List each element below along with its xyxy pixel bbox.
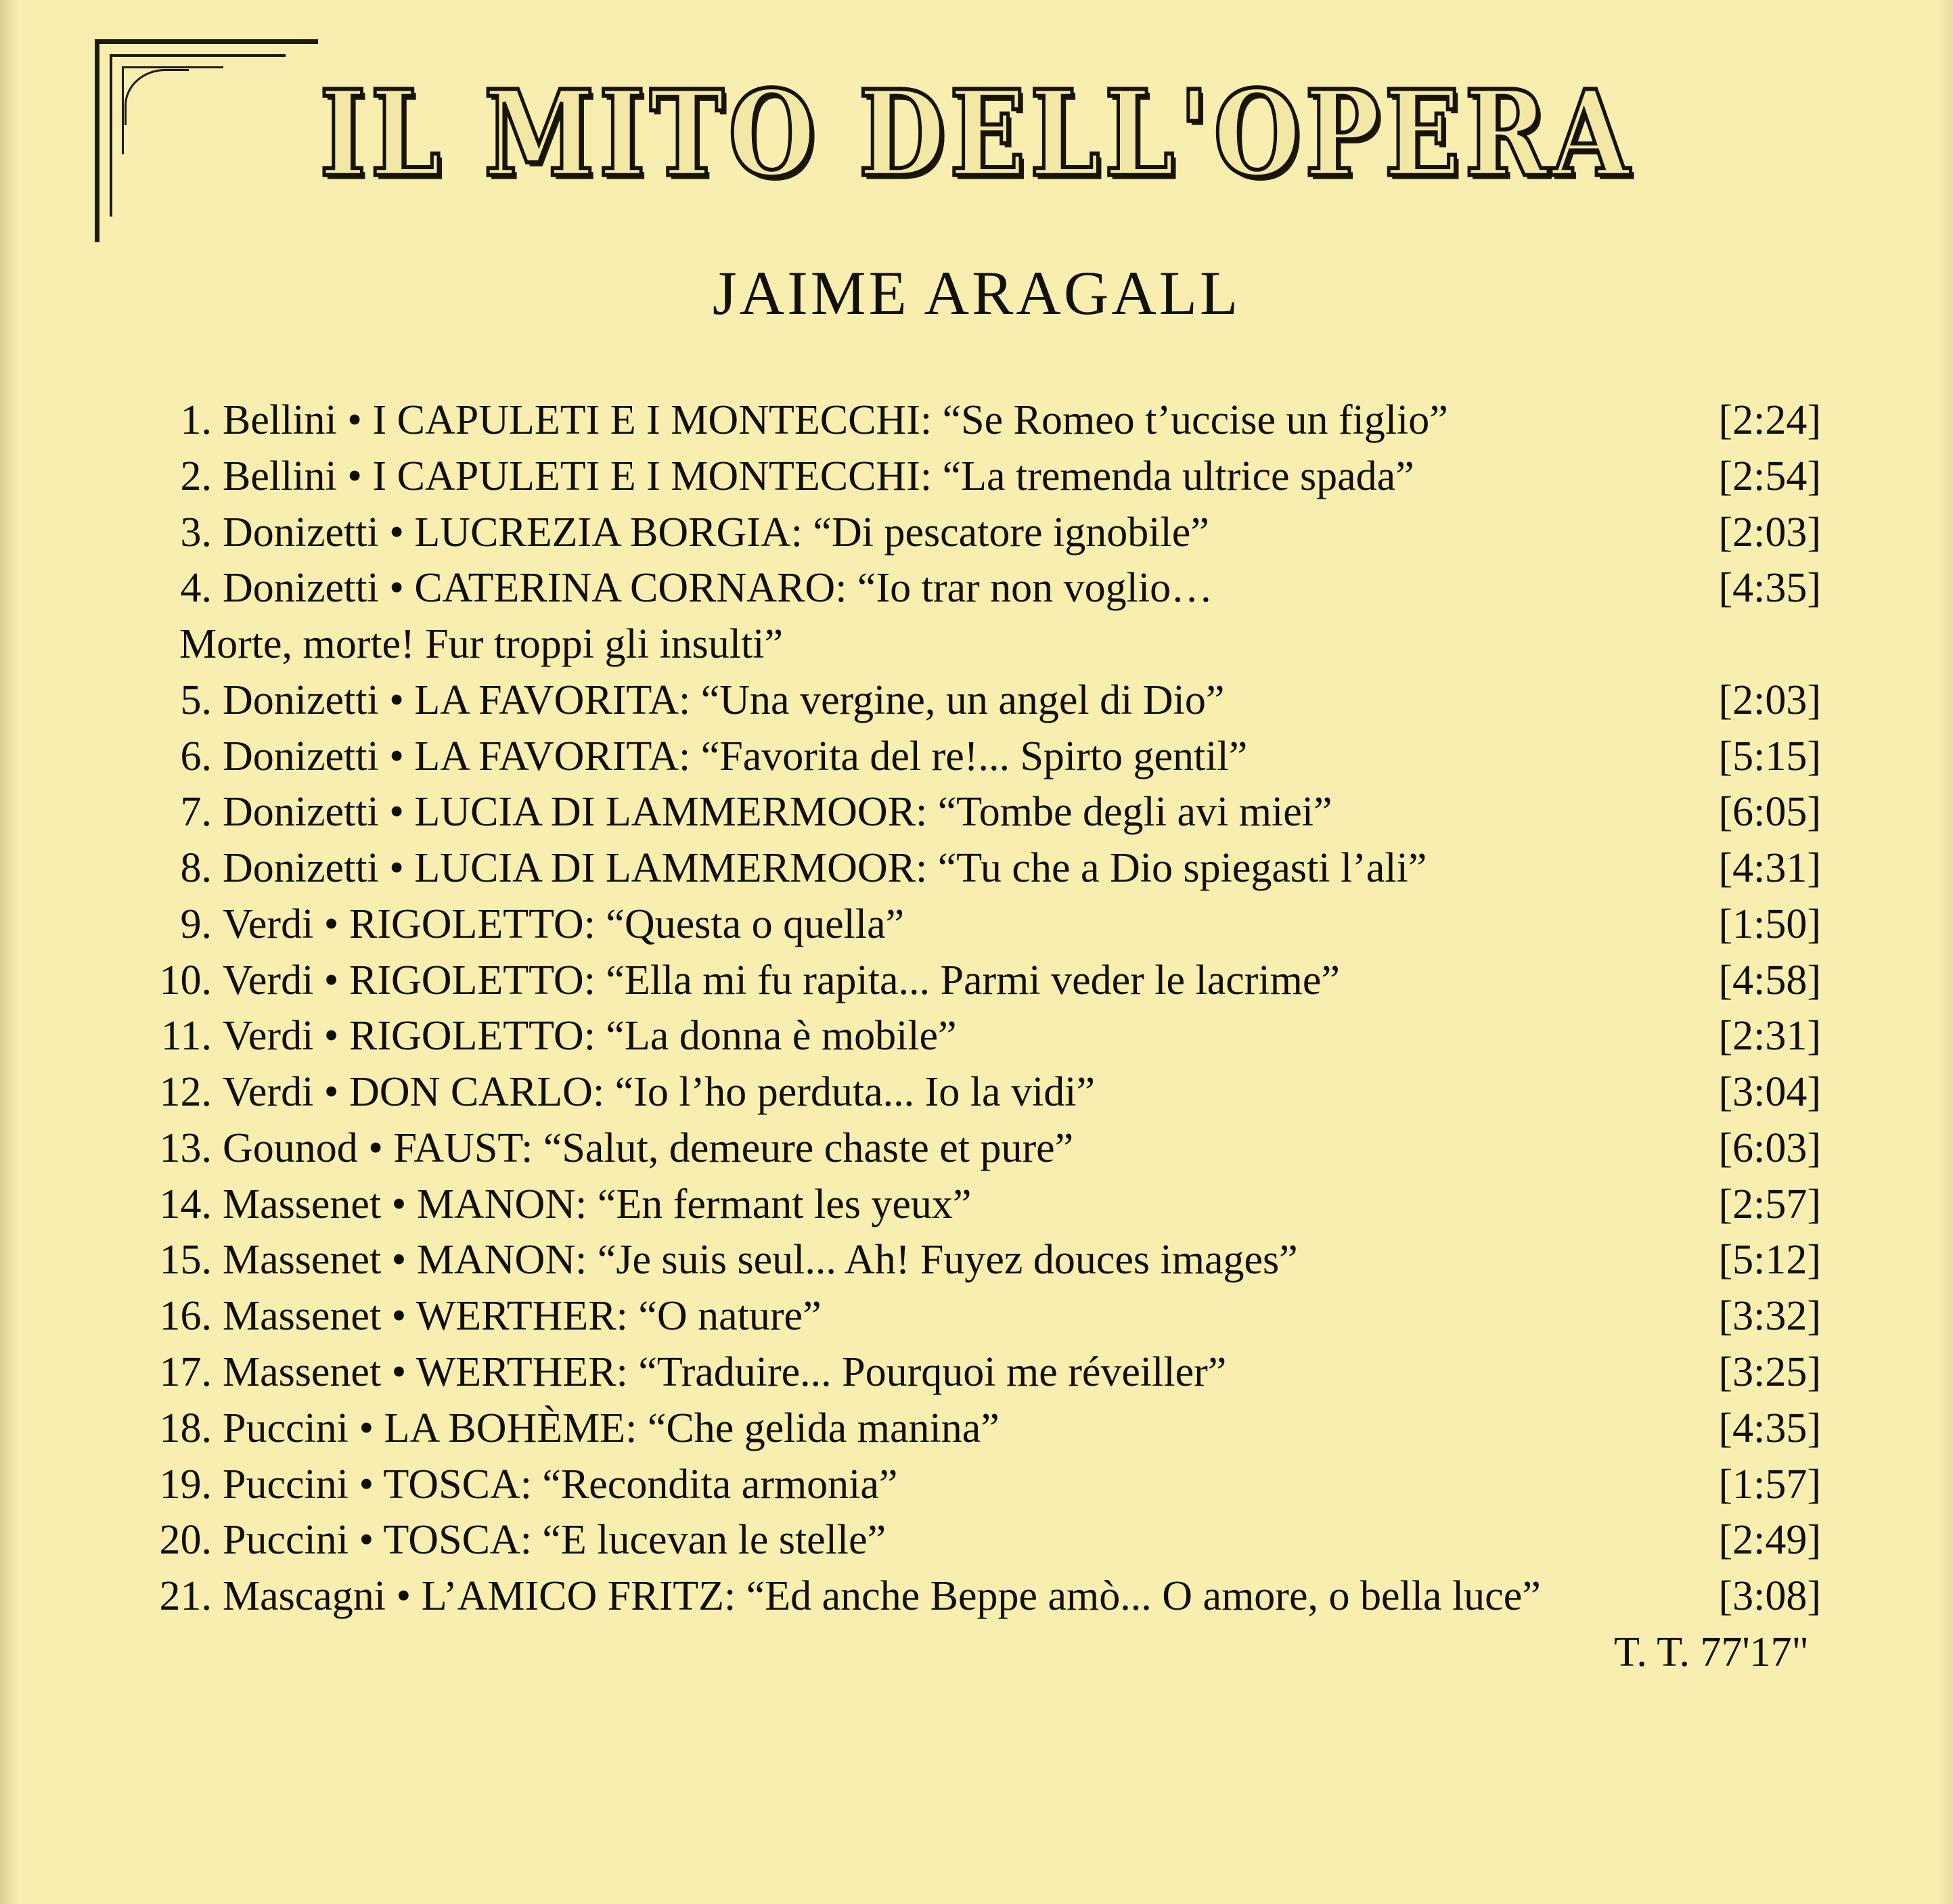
track-duration: [3:25] <box>1718 1349 1821 1396</box>
track-number: 9. <box>180 901 212 947</box>
track-duration: [3:32] <box>1718 1293 1821 1340</box>
track-row <box>139 1120 1821 1177</box>
track-row <box>139 1288 1821 1344</box>
track-number: 14. <box>159 1181 212 1227</box>
track-row <box>139 729 1821 785</box>
track-title: Donizetti • LUCIA DI LAMMERMOOR: “Tu che a Dio spiegasti l’ali” <box>223 845 1427 892</box>
track-duration: [3:08] <box>1718 1573 1821 1620</box>
track-duration: [2:54] <box>1718 453 1821 499</box>
track-duration: [1:57] <box>1718 1461 1821 1508</box>
scan-edge-mark <box>1942 338 1950 420</box>
track-row <box>139 392 1821 449</box>
track-duration: [2:03] <box>1718 509 1821 556</box>
track-title: Verdi • RIGOLETTO: “Questa o quella” <box>223 901 905 947</box>
track-title: Massenet • MANON: “En fermant les yeux” <box>223 1181 972 1227</box>
artist-name: JAIME ARAGALL <box>712 258 1241 327</box>
tracklist <box>139 392 1821 1677</box>
track-title-continuation: Morte, morte! Fur troppi gli insulti” <box>179 621 784 668</box>
track-row <box>139 1512 1821 1568</box>
track-row <box>139 840 1821 897</box>
track-duration: [5:15] <box>1718 733 1821 779</box>
track-number: 15. <box>159 1237 212 1284</box>
track-duration: [2:57] <box>1718 1181 1821 1227</box>
track-row <box>139 953 1821 1009</box>
track-title: Bellini • I CAPULETI E I MONTECCHI: “Se Romeo t’uccise un figlio” <box>223 397 1448 443</box>
track-number: 4. <box>180 565 212 612</box>
track-title: Massenet • MANON: “Je suis seul... Ah! Fuyez douces images” <box>223 1237 1298 1284</box>
track-duration: [2:24] <box>1718 397 1821 443</box>
track-number: 2. <box>180 453 212 499</box>
track-title: Mascagni • L’AMICO FRITZ: “Ed anche Beppe amò... O amore, o bella luce” <box>223 1573 1541 1620</box>
track-number: 17. <box>159 1349 212 1396</box>
track-number: 8. <box>180 845 212 892</box>
track-row <box>139 1344 1821 1401</box>
track-number: 12. <box>159 1069 212 1116</box>
track-duration: [6:05] <box>1718 789 1821 836</box>
scan-edge-mark <box>1942 474 1950 555</box>
track-number: 6. <box>180 733 212 779</box>
corner-ornament-bottom-right <box>1665 1666 1888 1869</box>
track-title: Massenet • WERTHER: “O nature” <box>223 1293 822 1340</box>
track-title: Donizetti • LA FAVORITA: “Una vergine, un angel di Dio” <box>223 677 1225 723</box>
track-number: 1. <box>180 397 212 443</box>
track-row <box>139 1008 1821 1064</box>
corner-ornament-bottom-left <box>95 1666 318 1869</box>
track-number: 16. <box>159 1293 212 1340</box>
track-number: 10. <box>159 957 212 1003</box>
track-row <box>139 560 1821 616</box>
track-duration: [4:35] <box>1718 565 1821 612</box>
track-row <box>139 1401 1821 1457</box>
track-title: Donizetti • LUCIA DI LAMMERMOOR: “Tombe degli avi miei” <box>223 789 1332 836</box>
track-number: 5. <box>180 677 212 723</box>
track-row <box>139 673 1821 729</box>
track-title: Verdi • DON CARLO: “Io l’ho perduta... Io la vidi” <box>223 1069 1095 1116</box>
track-number: 11. <box>160 1013 212 1060</box>
track-title: Bellini • I CAPULETI E I MONTECCHI: “La tremenda ultrice spada” <box>223 453 1414 499</box>
track-duration: [4:35] <box>1718 1405 1821 1451</box>
track-number: 20. <box>159 1517 212 1564</box>
track-number: 21. <box>159 1573 212 1620</box>
track-duration: [4:31] <box>1718 845 1821 892</box>
track-duration: [1:50] <box>1718 901 1821 947</box>
track-row <box>139 897 1821 953</box>
track-title: Verdi • RIGOLETTO: “Ella mi fu rapita... Parmi veder le lacrime” <box>223 957 1340 1003</box>
track-row <box>139 449 1821 505</box>
track-row <box>139 1064 1821 1120</box>
track-duration: [2:03] <box>1718 677 1821 723</box>
track-duration: [5:12] <box>1718 1237 1821 1284</box>
total-time: T. T. 77'17" <box>1614 1629 1809 1675</box>
track-title: Donizetti • CATERINA CORNARO: “Io trar non voglio… <box>223 565 1213 612</box>
track-row <box>139 1457 1821 1513</box>
track-row <box>139 784 1821 840</box>
track-duration: [4:58] <box>1718 957 1821 1003</box>
scan-edge-mark <box>1942 1340 1950 1421</box>
track-title: Massenet • WERTHER: “Traduire... Pourquoi me réveiller” <box>223 1349 1227 1396</box>
track-title: Donizetti • LUCREZIA BORGIA: “Di pescatore ignobile” <box>223 509 1209 556</box>
track-title: Gounod • FAUST: “Salut, demeure chaste et pure” <box>223 1125 1074 1171</box>
track-title: Verdi • RIGOLETTO: “La donna è mobile” <box>223 1013 957 1060</box>
album-title: IL MITO DELL'OPERA <box>319 64 1634 203</box>
track-number: 13. <box>159 1125 212 1171</box>
track-title: Puccini • LA BOHÈME: “Che gelida manina” <box>223 1405 1000 1451</box>
track-duration: [6:03] <box>1718 1125 1821 1171</box>
track-title: Puccini • TOSCA: “Recondita armonia” <box>223 1461 898 1508</box>
track-number: 3. <box>180 509 212 556</box>
track-number: 19. <box>159 1461 212 1508</box>
album-title-container <box>0 64 1953 203</box>
track-duration: [3:04] <box>1718 1069 1821 1116</box>
track-number: 7. <box>180 789 212 836</box>
track-row <box>139 1177 1821 1233</box>
track-title: Donizetti • LA FAVORITA: “Favorita del re!... Spirto gentil” <box>223 733 1248 779</box>
track-row <box>139 1568 1821 1625</box>
track-number: 18. <box>159 1405 212 1451</box>
track-row <box>139 505 1821 561</box>
track-duration: [2:49] <box>1718 1517 1821 1564</box>
track-row <box>139 1232 1821 1288</box>
track-title: Puccini • TOSCA: “E lucevan le stelle” <box>223 1517 886 1564</box>
track-duration: [2:31] <box>1718 1013 1821 1060</box>
